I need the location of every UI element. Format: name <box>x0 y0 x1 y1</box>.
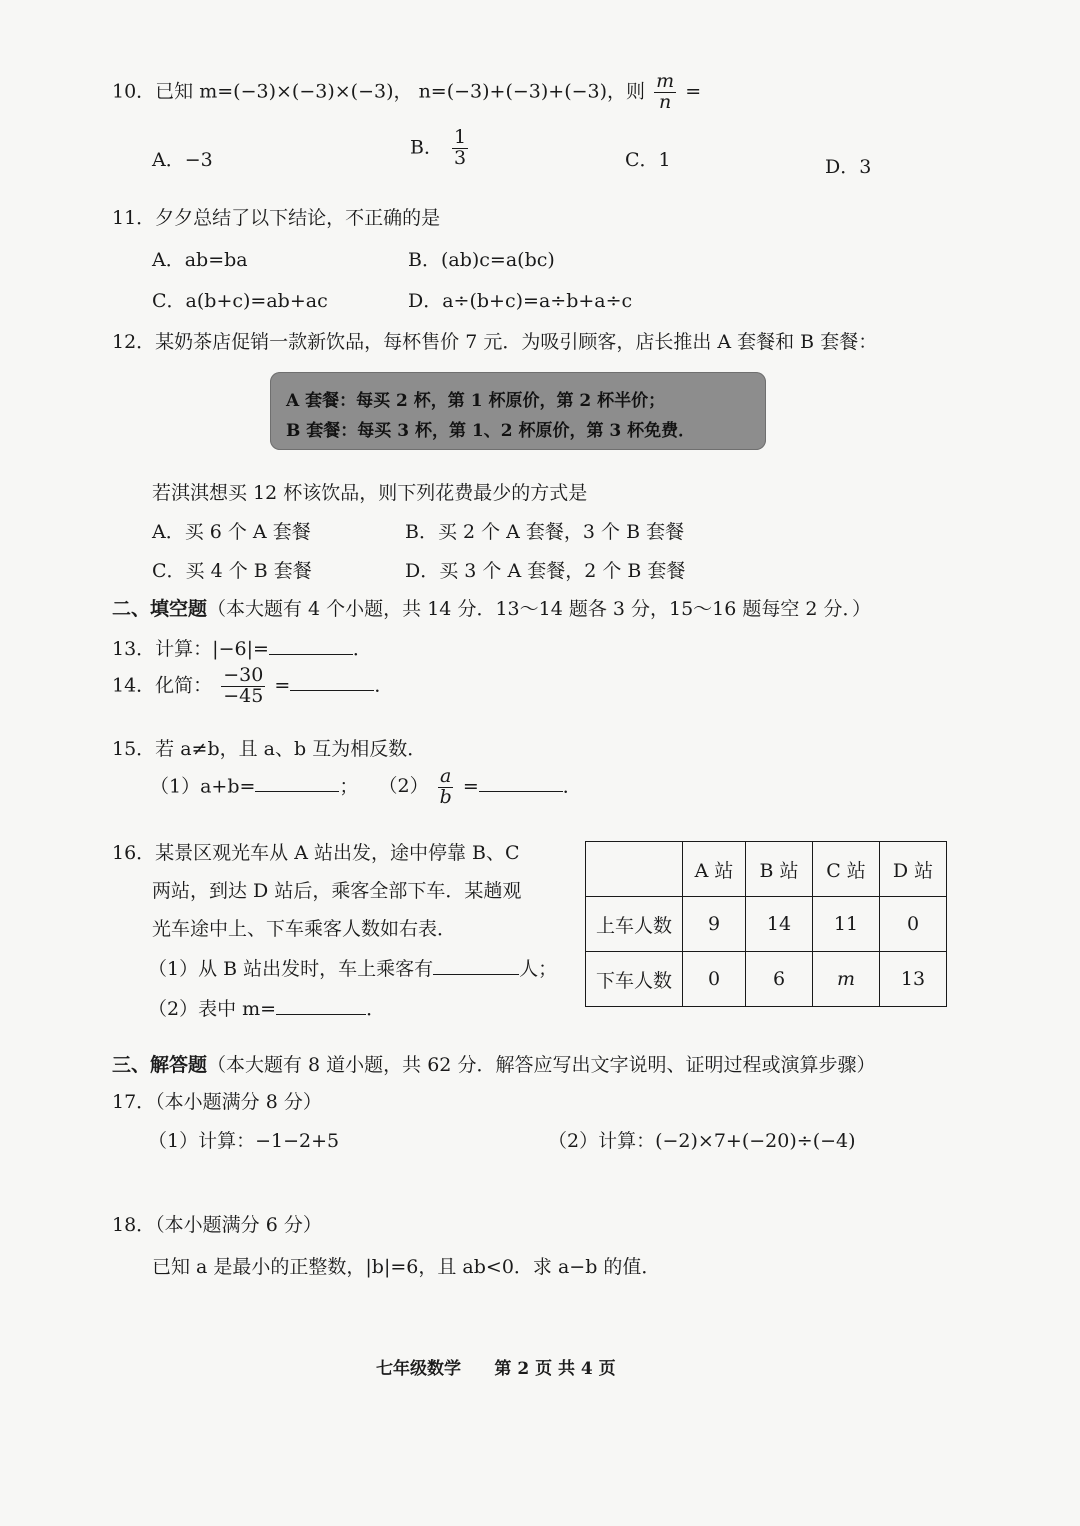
promo-box <box>270 372 766 450</box>
q11-option-d: D．a÷(b+c)=a÷b+a÷c <box>408 290 633 312</box>
q16-part1-blank[interactable] <box>433 956 519 975</box>
question-11: 11．夕夕总结了以下结论，不正确的是 <box>112 207 441 229</box>
question-15: 15．若 a≠b，且 a、b 互为相反数． <box>112 738 427 760</box>
q10-m-def: m=(−3)×(−3)×(−3)， <box>199 80 413 103</box>
question-12: 12．某奶茶店促销一款新饮品，每杯售价 7 元．为吸引顾客，店长推出 A 套餐和 B 套餐： <box>112 331 878 353</box>
q16-part2-line <box>148 994 385 1021</box>
q15-end: ． <box>562 775 582 798</box>
q16-part2-blank[interactable] <box>276 996 366 1015</box>
q10-option-d: D．3 <box>825 156 872 178</box>
q11-option-c: C．a(b+c)=ab+ac <box>152 290 328 312</box>
q10-opt-b-den: 3 <box>454 146 467 169</box>
q10-opt-b-num: 1 <box>454 126 467 148</box>
q10-frac-den: n <box>659 90 672 113</box>
q15-part1-blank[interactable] <box>255 773 339 792</box>
table-cell: 13 <box>880 952 947 1007</box>
q16-line2: 两站，到达 D 站后，乘客全部下车．某趟观 <box>152 880 522 902</box>
q10-frac-num: m <box>656 70 675 92</box>
q16-line1: 16．某景区观光车从 A 站出发，途中停靠 B、C <box>112 842 520 864</box>
q18-body: 已知 a 是最小的正整数，|b|=6，且 ab<0．求 a−b 的值． <box>152 1256 661 1278</box>
q13-answer-blank[interactable] <box>269 636 353 655</box>
q16-part1: （1）从 B 站出发时，车上乘客有 <box>148 958 434 980</box>
q11-option-a: A．ab=ba <box>152 249 248 271</box>
table-cell: 上车人数 <box>586 897 683 952</box>
table-header-cell: D 站 <box>880 842 947 897</box>
question-14 <box>112 666 393 707</box>
table-cell: 6 <box>746 952 813 1007</box>
q16-part1-line <box>148 954 557 981</box>
section-3-title: 三、解答题 <box>112 1054 208 1076</box>
promo-b: B 套餐：每买 3 杯，第 1、2 杯原价，第 3 杯免费． <box>286 421 696 441</box>
section-2-note: （本大题有 4 个小题，共 14 分．13～14 题各 3 分，15～16 题每空 2 分．） <box>207 598 872 620</box>
table-cell: 11 <box>813 897 880 952</box>
table-header-row <box>586 842 947 897</box>
table-cell: 下车人数 <box>586 952 683 1007</box>
q15-sep: ； <box>339 775 359 798</box>
q16-part1-end: 人； <box>519 958 558 980</box>
question-13 <box>112 634 372 661</box>
table-header-cell: B 站 <box>746 842 813 897</box>
q15-num: a <box>440 765 452 787</box>
q14-end: ． <box>374 674 394 697</box>
q14-num: −30 <box>223 664 264 686</box>
footer-subject: 七年级数学 <box>376 1359 461 1379</box>
question-17: 17．（本小题满分 8 分） <box>112 1091 322 1113</box>
q15-den: b <box>439 785 452 808</box>
q10-prefix: 10．已知 <box>112 80 194 103</box>
q15-part2: （2） <box>378 775 429 798</box>
q12-option-d: D．买 3 个 A 套餐，2 个 B 套餐 <box>405 560 686 582</box>
table-cell: m <box>813 952 880 1007</box>
q16-part2-end: ． <box>366 998 386 1020</box>
q15-parts <box>150 767 582 808</box>
q10-option-a: A．−3 <box>152 149 213 171</box>
section-3-note: （本大题有 8 道小题，共 62 分．解答应写出文字说明、证明过程或演算步骤） <box>207 1054 876 1076</box>
table-cell: 14 <box>746 897 813 952</box>
table-cell: 9 <box>683 897 746 952</box>
q17-part1: （1）计算：−1−2+5 <box>148 1130 340 1152</box>
q10-option-c: C．1 <box>625 149 671 171</box>
table-cell: 0 <box>683 952 746 1007</box>
q13-stem: 13．计算：|−6|= <box>112 638 269 660</box>
q10-option-b-fraction <box>452 128 468 169</box>
q12-option-c: C．买 4 个 B 套餐 <box>152 560 312 582</box>
q12-question: 若淇淇想买 12 杯该饮品，则下列花费最少的方式是 <box>152 482 588 504</box>
q10-n-def: n=(−3)+(−3)+(−3)，则 <box>418 80 646 103</box>
station-table <box>585 841 947 1007</box>
question-10 <box>112 72 701 113</box>
footer <box>376 1354 616 1379</box>
table-row <box>586 952 947 1007</box>
question-18: 18．（本小题满分 6 分） <box>112 1214 322 1236</box>
q14-den: −45 <box>223 684 264 707</box>
q10-option-b-label: B． <box>410 136 443 159</box>
table-header-cell: C 站 <box>813 842 880 897</box>
q12-option-a: A．买 6 个 A 套餐 <box>152 521 311 543</box>
table-header-cell: A 站 <box>683 842 746 897</box>
q17-part2: （2）计算：(−2)×7+(−20)÷(−4) <box>548 1130 856 1152</box>
q16-line3: 光车途中上、下车乘客人数如右表． <box>152 918 457 940</box>
q15-part2-blank[interactable] <box>479 773 563 792</box>
q14-eq: = <box>274 674 291 697</box>
q16-part2: （2）表中 m= <box>148 998 277 1020</box>
table-header-cell <box>586 842 683 897</box>
q12-option-b: B．买 2 个 A 套餐，3 个 B 套餐 <box>405 521 685 543</box>
q15-fraction <box>438 767 454 808</box>
q13-end: ． <box>352 638 372 660</box>
q14-stem: 14．化简： <box>112 674 213 697</box>
q10-fraction <box>654 72 676 113</box>
q10-tail: = <box>685 80 702 103</box>
q14-answer-blank[interactable] <box>290 672 374 691</box>
section-2-heading <box>112 594 871 621</box>
table-cell: 0 <box>880 897 947 952</box>
q11-option-b: B．(ab)c=a(bc) <box>408 249 555 271</box>
q15-part1: （1）a+b= <box>150 775 256 798</box>
q14-fraction <box>221 666 265 707</box>
footer-page: 第 2 页 共 4 页 <box>494 1359 616 1379</box>
section-3-heading <box>112 1050 875 1077</box>
section-2-title: 二、填空题 <box>112 598 208 620</box>
q15-eq: = <box>462 775 479 798</box>
promo-a: A 套餐：每买 2 杯，第 1 杯原价，第 2 杯半价； <box>286 391 666 411</box>
table-row <box>586 897 947 952</box>
q10-option-b <box>410 128 471 169</box>
